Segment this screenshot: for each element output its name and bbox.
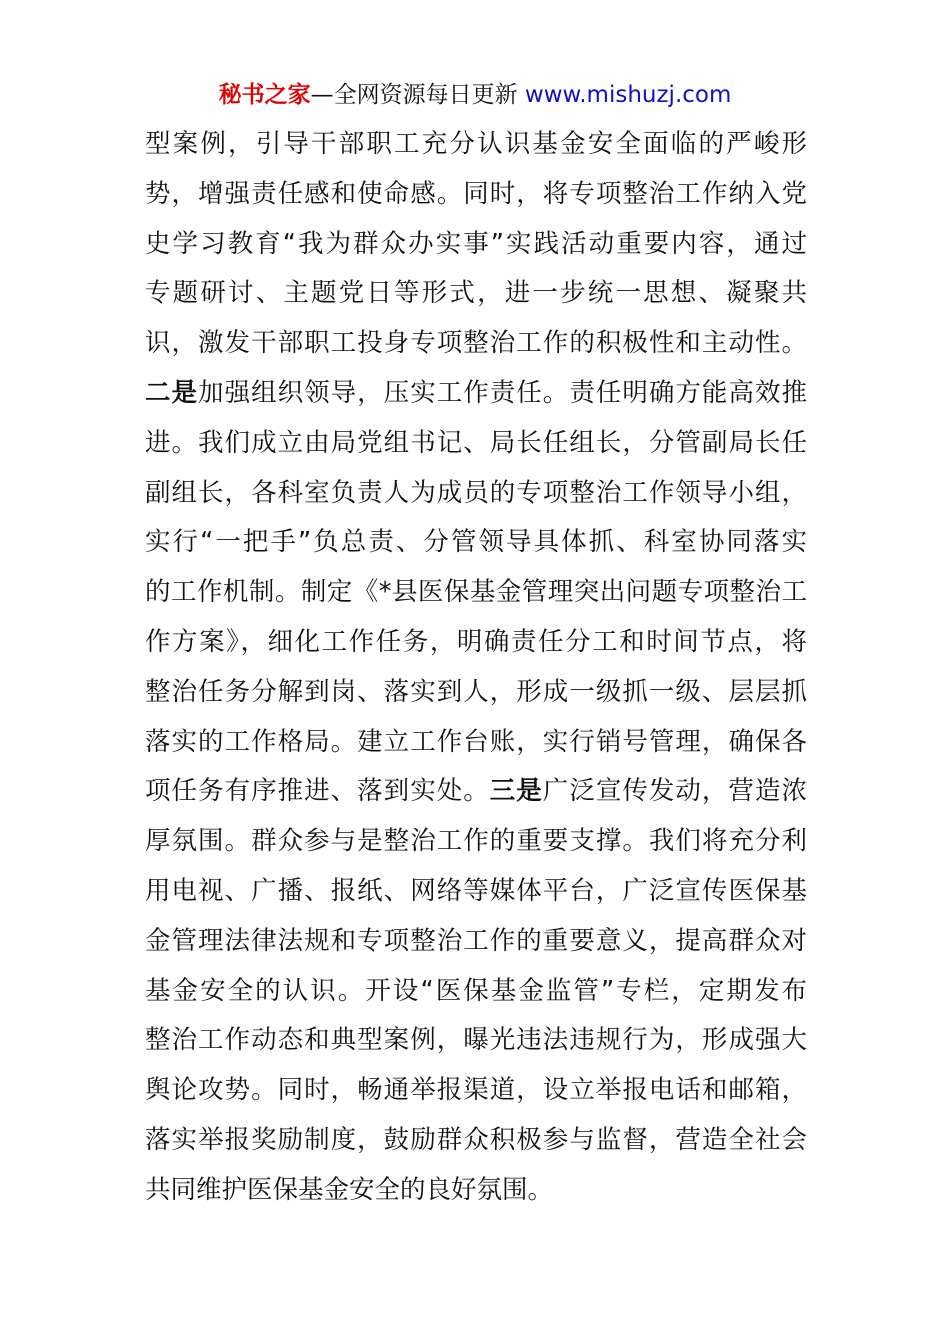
document-body — [145, 120, 807, 1216]
text-line: 作方案》，细化工作任务，明确责任分工和时间节点，将 — [145, 626, 807, 657]
text-line: 用电视、广播、报纸、网络等媒体平台，广泛宣传医保基 — [145, 875, 807, 906]
text-line: 舆论攻势。同时，畅通举报渠道，设立举报电话和邮箱， — [145, 1075, 807, 1106]
site-header — [0, 78, 950, 112]
text-segment: 广泛宣传发动，营造浓 — [542, 776, 807, 807]
text-line: 识，激发干部职工投身专项整治工作的积极性和主动性。 — [145, 328, 807, 359]
text-line: 副组长，各科室负责人为成员的专项整治工作领导小组， — [145, 477, 807, 508]
text-line: 整治工作动态和典型案例，曝光违法违规行为，形成强大 — [145, 1025, 807, 1056]
text-line: 进。我们成立由局党组书记、局长任组长，分管副局长任 — [145, 427, 807, 458]
text-line: 落实的工作格局。建立工作台账，实行销号管理，确保各 — [145, 726, 807, 757]
text-line: 型案例，引导干部职工充分认识基金安全面临的严峻形 — [145, 129, 807, 159]
text-line-with-marker — [145, 369, 807, 419]
text-line: 基金安全的认识。开设“医保基金监管”专栏，定期发布 — [145, 975, 807, 1006]
section-marker-third: 三是 — [489, 776, 543, 807]
site-url[interactable]: www.mishuzj.com — [524, 82, 732, 108]
text-line: 共同维护医保基金安全的良好氛围。 — [145, 1174, 554, 1205]
site-brand: 秘书之家 — [218, 82, 311, 108]
text-segment: 项任务有序推进、落到实处。 — [145, 776, 490, 807]
text-line-with-marker — [145, 767, 807, 817]
section-marker-second: 二是 — [145, 377, 199, 408]
text-line: 实行“一把手”负总责、分管领导具体抓、科室协同落实 — [145, 527, 807, 558]
text-line: 厚氛围。群众参与是整治工作的重要支撑。我们将充分利 — [145, 826, 807, 857]
text-line: 整治任务分解到岗、落实到人，形成一级抓一级、层层抓 — [145, 676, 807, 707]
text-line: 金管理法律法规和专项整治工作的重要意义，提高群众对 — [145, 925, 807, 956]
site-tagline: —全网资源每日更新 — [310, 82, 518, 108]
text-segment: 加强组织领导，压实工作责任。责任明确方能高效推 — [198, 377, 807, 408]
text-line: 落实举报奖励制度，鼓励群众积极参与监督，营造全社会 — [145, 1124, 807, 1155]
text-line: 势，增强责任感和使命感。同时，将专项整治工作纳入党 — [145, 178, 807, 209]
text-line: 史学习教育“我为群众办实事”实践活动重要内容，通过 — [145, 228, 807, 259]
text-line: 的工作机制。制定《*县医保基金管理突出问题专项整治工 — [145, 577, 807, 608]
text-line: 专题研讨、主题党日等形式，进一步统一思想、凝聚共 — [145, 278, 807, 309]
